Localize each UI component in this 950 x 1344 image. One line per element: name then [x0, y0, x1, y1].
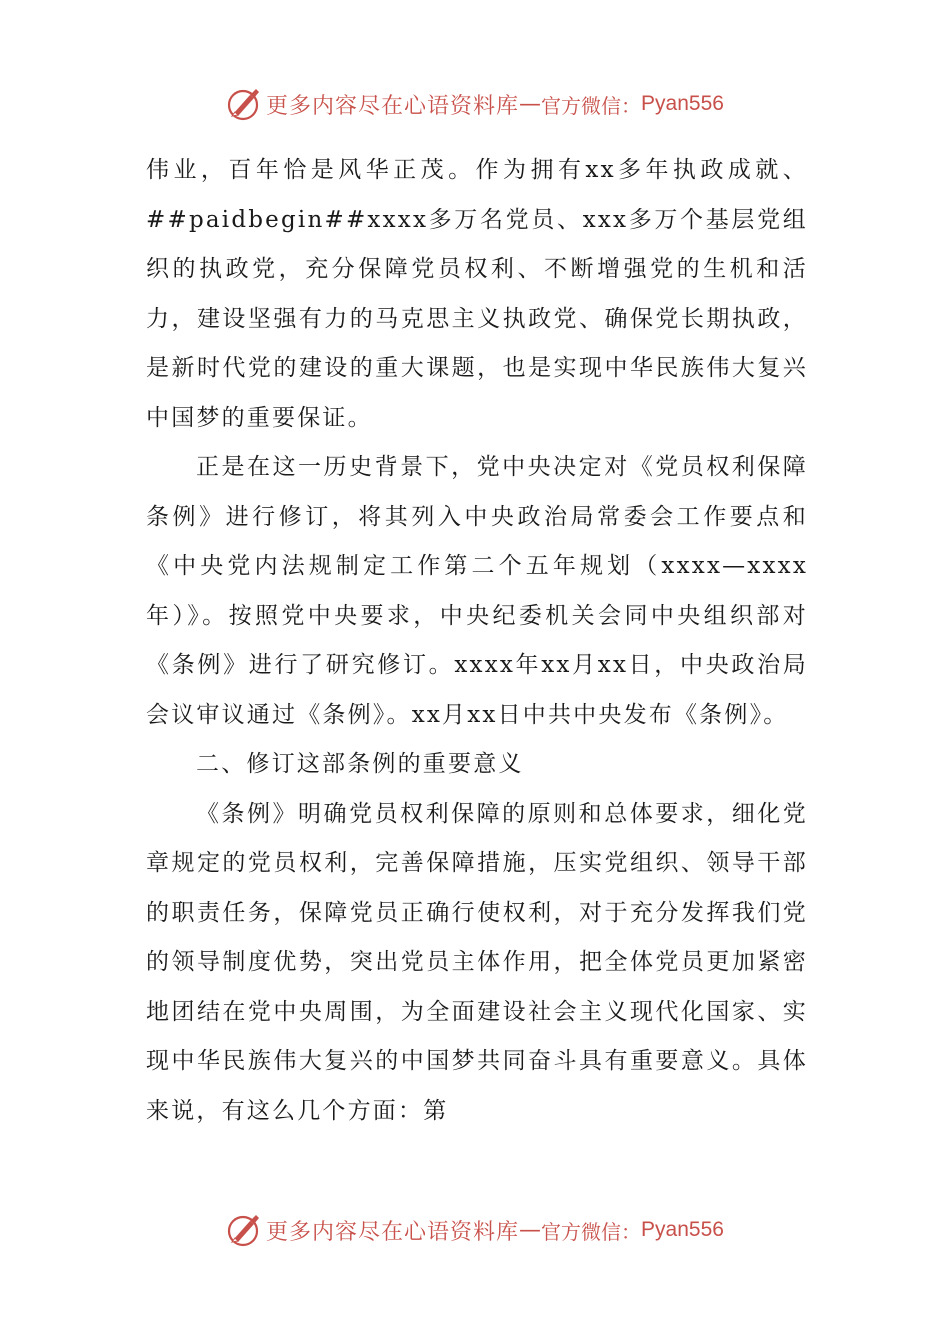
- section-heading-2: 二、修订这部条例的重要意义: [196, 751, 524, 777]
- paragraph-2: 正是在这一历史背景下，党中央决定对《党员权利保障条例》进行修订，将其列入中央政治局常委会工作要点和《中央党内法规制定工作第二个五年规划（xxxx—xxxx年）》。按照党中央要求，中央纪委机关会同中央组织部对《条例》进行了研究修订。xxxx年xx月xx日，中央政治局会议审议通过《条例》。xx月xx日中共中央发布《条例》。: [146, 454, 808, 728]
- watermark-dash: —: [519, 1217, 542, 1243]
- watermark-wechat-label: 官方微信：: [541, 1219, 642, 1244]
- watermark-wechat-label: 官方微信：: [541, 93, 642, 118]
- header-watermark: [0, 82, 950, 126]
- watermark-wechat-id: Pyan556: [641, 1218, 724, 1241]
- watermark-wechat-id: Pyan556: [641, 92, 724, 115]
- pen-logo-icon: [226, 86, 262, 122]
- paragraph-3: 《条例》明确党员权利保障的原则和总体要求，细化党章规定的党员权利，完善保障措施，压实党组织、领导干部的职责任务，保障党员正确行使权利，对于充分发挥我们党的领导制度优势，突出党员主体作用，把全体党员更加紧密地团结在党中央周围，为全面建设社会主义现代化国家、实现中华民族伟大复兴的中国梦共同奋斗具有重要意义。具体来说，有这么几个方面：第: [146, 800, 808, 1124]
- document-body: [146, 146, 808, 1136]
- watermark-brand-text: 更多内容尽在心语资料库: [266, 93, 520, 119]
- watermark-dash: —: [519, 91, 542, 117]
- paragraph-1: 伟业，百年恰是风华正茂。作为拥有xx多年执政成就、##paidbegin##xxxx多万名党员、xxx多万个基层党组织的执政党，充分保障党员权利、不断增强党的生机和活力，建设坚强有力的马克思主义执政党、确保党长期执政，是新时代党的建设的重大课题，也是实现中华民族伟大复兴中国梦的重要保证。: [146, 157, 808, 431]
- watermark-brand-text: 更多内容尽在心语资料库: [266, 1219, 520, 1245]
- pen-logo-icon: [226, 1212, 262, 1248]
- footer-watermark: [0, 1208, 950, 1252]
